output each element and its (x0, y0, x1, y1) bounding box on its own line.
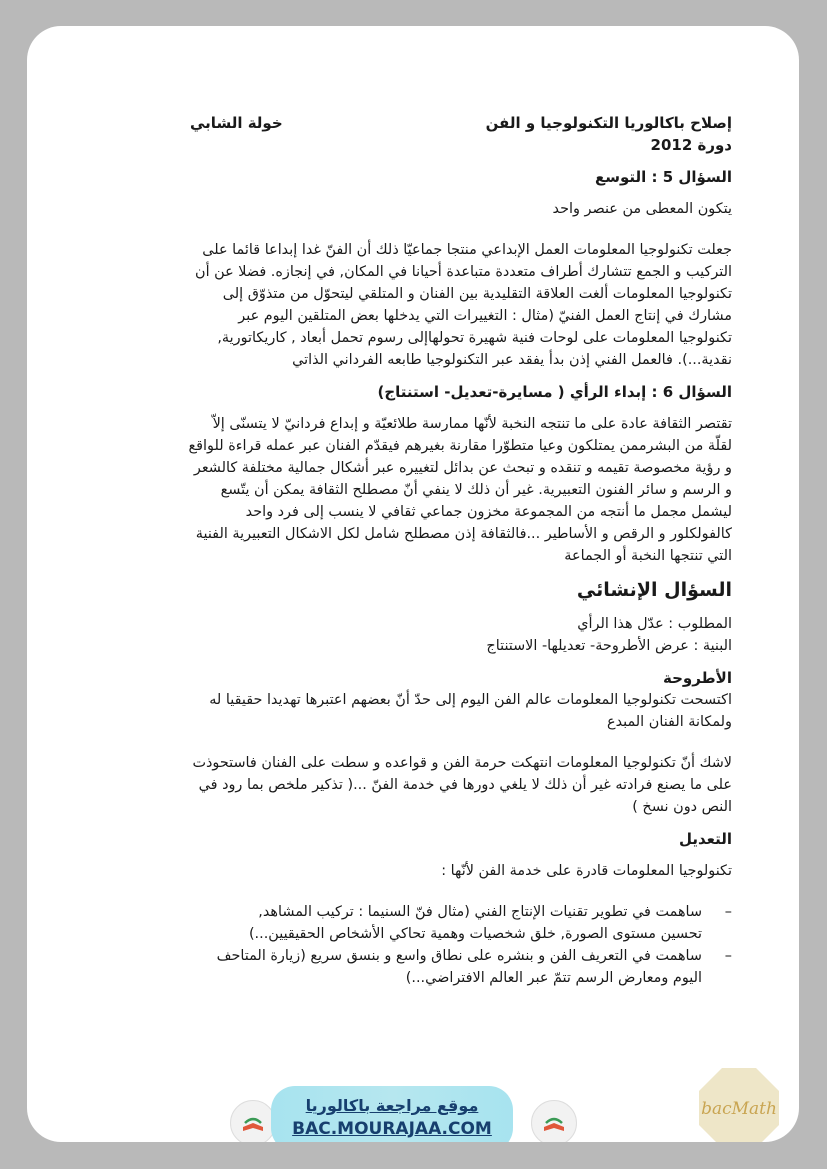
q6-paragraph (105, 413, 732, 567)
text-line: ليشمل مجمل ما أنتجه من المجموعة مخزون جماعي ثقافي لا ينسب إلى فرد واحد (245, 504, 732, 520)
text-line: النص دون نسخ ) (632, 799, 732, 815)
thesis-heading: الأطروحة (662, 669, 732, 687)
bacmath-logo (697, 1066, 781, 1142)
document-page (27, 26, 799, 1142)
text-line: التركيب و الجمع تتشارك أطراف متعددة متباعدة أحيانا في المكان, في إنجازه. فضلا عن أن (195, 264, 732, 280)
text-line: – ساهمت في تطوير تقنيات الإنتاج الفني (مثال فنّ السنيما : تركيب المشاهد, (258, 904, 702, 920)
essay-required: المطلوب : عدّل هذا الرأي (577, 616, 732, 632)
text-line: التي تنتجها النخبة أو الجماعة (564, 548, 732, 564)
q6-heading: السؤال 6 : إبداء الرأي ( مسايرة-تعديل- استنتاج) (377, 383, 732, 401)
text-line: تحسين مستوى الصورة, خلق شخصيات وهمية تحاكي الأشخاص الحقيقيين...) (248, 926, 702, 942)
modify-list (105, 901, 732, 989)
text-line: تقتصر الثقافة عادة على ما تنتجه النخبة لأنّها ممارسة طلائعيّة و إبداع فردانيّ لا يتسنّى إلاّ (212, 416, 732, 432)
essay-structure: البنية : عرض الأطروحة- تعديلها- الاستنتاج (486, 638, 732, 654)
text-line: كالفولكلور و الرقص و الأساطير ...فالثقافة إذن مصطلح شامل لكل الاشكال التعبيرية الفنية (195, 526, 732, 542)
book-icon (532, 1101, 576, 1142)
text-line: – ساهمت في التعريف الفن و بنشره على نطاق واسع و بنسق سريع (زيارة المتاحف (216, 948, 702, 964)
text-line: و الرسم و سائر الفنون التعبيرية. غير أن ذلك لا ينفي أنّ مصطلح الثقافة يمكن أن يتّسع (220, 482, 732, 498)
site-url[interactable]: BAC.MOURAJAA.COM (292, 1119, 492, 1139)
text-line: و رؤية مخصوصة تقيمه و تنقده و تبحث عن بدائل لتغييره عبر أشكال جمالية مختلفة كالشعر (193, 460, 732, 476)
q5-intro: يتكون المعطى من عنصر واحد (552, 201, 732, 217)
text-line: لاشك أنّ تكنولوجيا المعلومات انتهكت حرمة الفن و قواعده و سطت على الفنان فاستحوذت (192, 755, 732, 771)
school-logo-right (531, 1100, 577, 1142)
text-line: تكنولوجيا المعلومات ألغت العلاقة التقليدية بين الفنان و المتلقي ليتحوّل من متذوّق إلى (222, 286, 732, 302)
text-line: لقلّة من البشرممن يمتلكون وعيا متطوّرا مقارنة بغيرهم فيقدّم الفنان عبر عمله قراءة للواقع (188, 438, 732, 454)
document-title: إصلاح باكالوريا التكنولوجيا و الفن (485, 114, 732, 132)
list-item (105, 901, 732, 945)
document-body (105, 112, 732, 989)
site-badge[interactable] (271, 1086, 513, 1142)
brand-mark: bacMath (701, 1099, 777, 1119)
text-line: اكتسحت تكنولوجيا المعلومات عالم الفن اليوم إلى حدّ أنّ بعضهم اعتبرها تهديدا حقيقيا له (209, 692, 732, 708)
essay-heading: السؤال الإنشائي (576, 579, 732, 601)
text-line: اليوم ومعارض الرسم تتمّ عبر العالم الافتراضي...) (405, 970, 702, 986)
book-icon (231, 1101, 275, 1142)
text-line: تكنولوجيا المعلومات على لوحات فنية شهيرة تحولهاإلى رسوم تحمل أبعاد , كاريكاتورية, (217, 330, 732, 346)
text-line: نقدية...). فالعمل الفني إذن بدأ يفقد عبر التكنولوجيا طابعه الفرداني الذاتي (292, 352, 732, 368)
text-line: على ما يصنع فرادته غير أن ذلك لا يلغي دورها في خدمة الفنّ ...( تذكير ملخص بما رود في (198, 777, 732, 793)
header-row (105, 112, 732, 134)
site-name-ar[interactable]: موقع مراجعة باكالوريا (305, 1096, 479, 1115)
text-line: جعلت تكنولوجيا المعلومات العمل الإبداعي منتجا جماعيّا ذلك أن الفنّ غدا إبداعا قائما على (202, 242, 732, 258)
session-label: دورة 2012 (650, 136, 732, 154)
text-line: مشارك في إنتاج العمل الفنيّ (مثال : التغييرات التي يدخلها بعض المتلقين اليوم عبر (238, 308, 732, 324)
list-item (105, 945, 732, 989)
text-line: ولمكانة الفنان المبدع (607, 714, 732, 730)
q5-paragraph (105, 239, 732, 371)
author-name: خولة الشابي (190, 114, 283, 132)
modify-intro: تكنولوجيا المعلومات قادرة على خدمة الفن لأنّها : (441, 863, 732, 879)
modify-heading: التعديل (678, 830, 732, 848)
q5-heading: السؤال 5 : التوسع (594, 168, 732, 186)
school-logo-left (230, 1100, 276, 1142)
